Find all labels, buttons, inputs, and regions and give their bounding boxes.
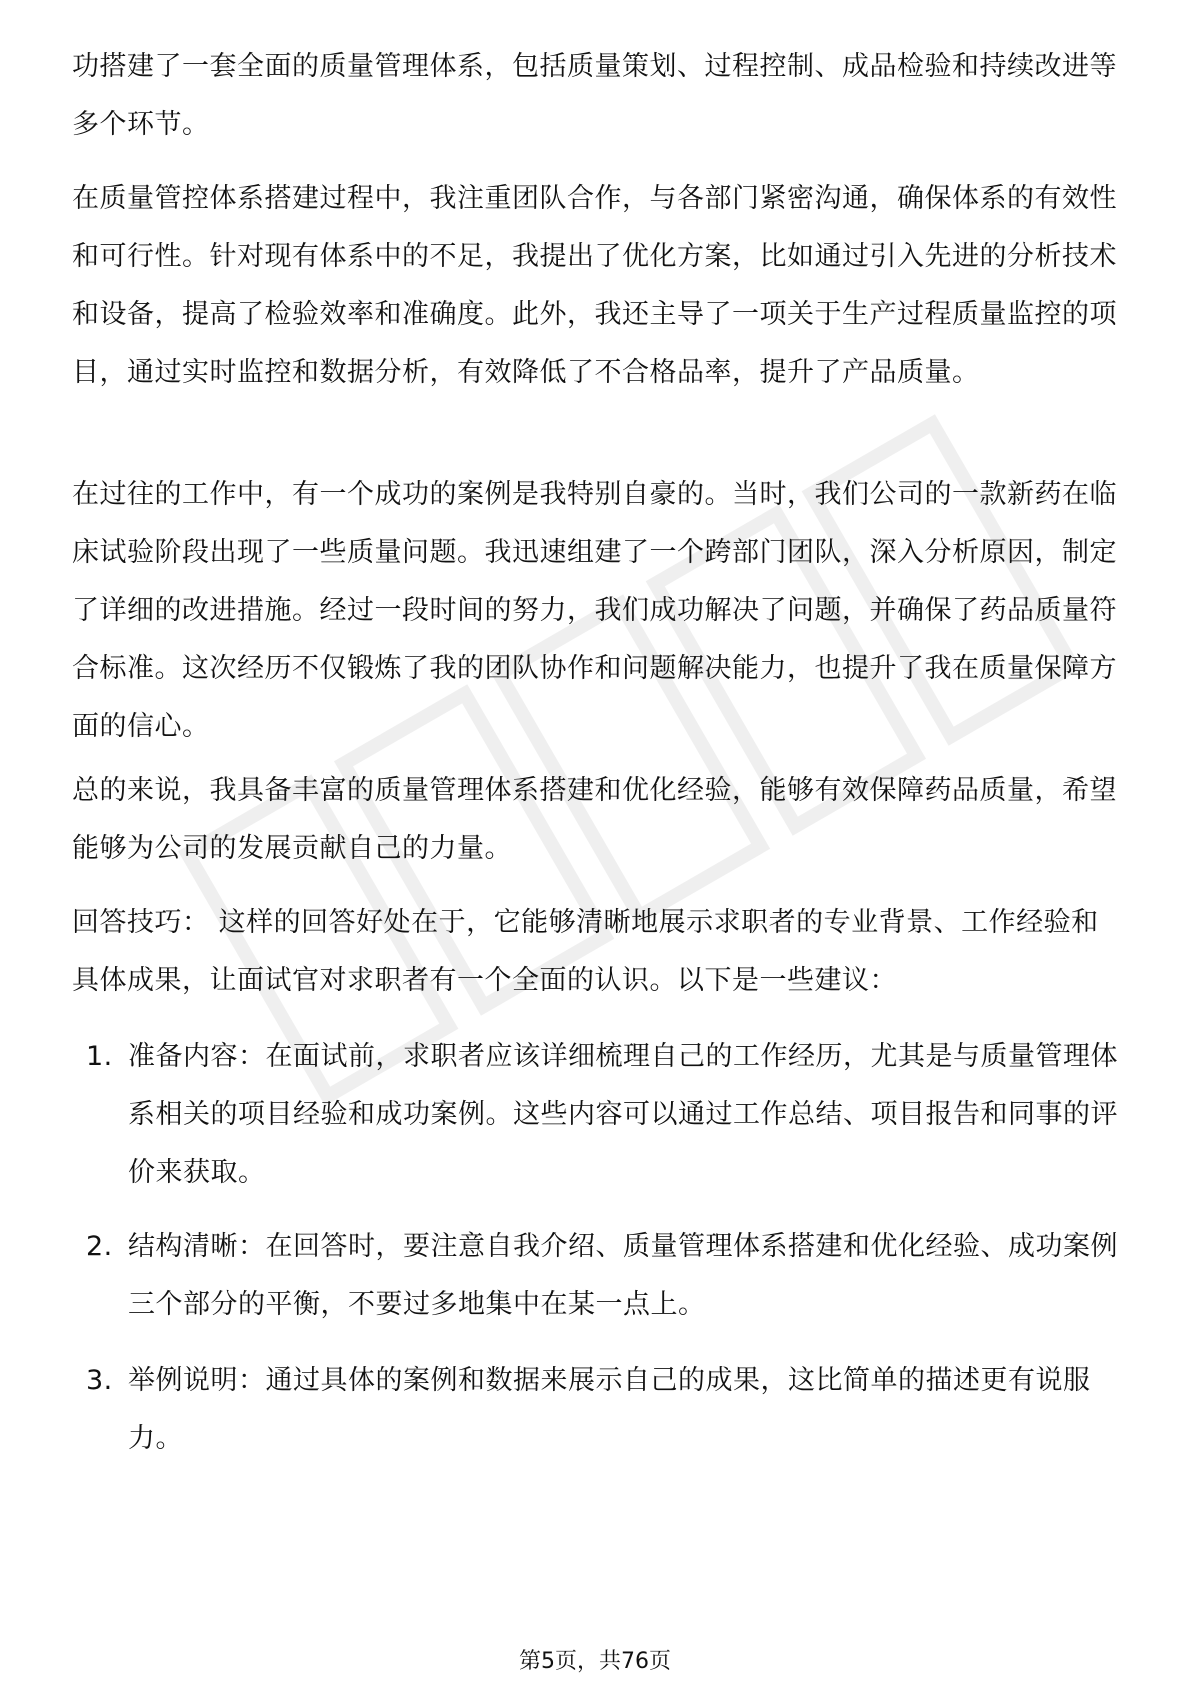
paragraph-4: 总的来说，我具备丰富的质量管理体系搭建和优化经验，能够有效保障药品质量，希望能够为公司的发展贡献自己的力量。 [72, 775, 1117, 864]
page-footer: 第5页，共76页 [519, 1649, 671, 1674]
paragraph-1: 功搭建了一套全面的质量管理体系，包括质量策划、过程控制、成品检验和持续改进等多个环节。 [72, 51, 1117, 140]
tip-number: 1. [86, 1041, 113, 1072]
paragraph-3: 在过往的工作中，有一个成功的案例是我特别自豪的。当时，我们公司的一款新药在临床试验阶段出现了一些质量问题。我迅速组建了一个跨部门团队，深入分析原因，制定了详细的改进措施。经过一段时间的努力，我们成功解决了问题，并确保了药品质量符合标准。这次经历不仅锻炼了我的团队协作和问题解决能力，也提升了我在质量保障方面的信心。 [72, 479, 1117, 742]
tip-number: 2. [86, 1231, 113, 1262]
tip-number: 3. [86, 1365, 113, 1396]
tip-text: 准备内容：在面试前，求职者应该详细梳理自己的工作经历，尤其是与质量管理体系相关的项目经验和成功案例。这些内容可以通过工作总结、项目报告和同事的评价来获取。 [128, 1041, 1118, 1188]
paragraph-5: 回答技巧： 这样的回答好处在于，它能够清晰地展示求职者的专业背景、工作经验和具体成果，让面试官对求职者有一个全面的认识。以下是一些建议： [72, 907, 1099, 996]
tip-text: 举例说明：通过具体的案例和数据来展示自己的成果，这比简单的描述更有说服力。 [128, 1365, 1091, 1454]
tip-text: 结构清晰：在回答时，要注意自我介绍、质量管理体系搭建和优化经验、成功案例三个部分的平衡，不要过多地集中在某一点上。 [128, 1231, 1118, 1320]
document-page [72, 0, 1122, 1684]
paragraph-2: 在质量管控体系搭建过程中，我注重团队合作，与各部门紧密沟通，确保体系的有效性和可行性。针对现有体系中的不足，我提出了优化方案，比如通过引入先进的分析技术和设备，提高了检验效率和准确度。此外，我还主导了一项关于生产过程质量监控的项目，通过实时监控和数据分析，有效降低了不合格品率，提升了产品质量。 [72, 183, 1117, 388]
